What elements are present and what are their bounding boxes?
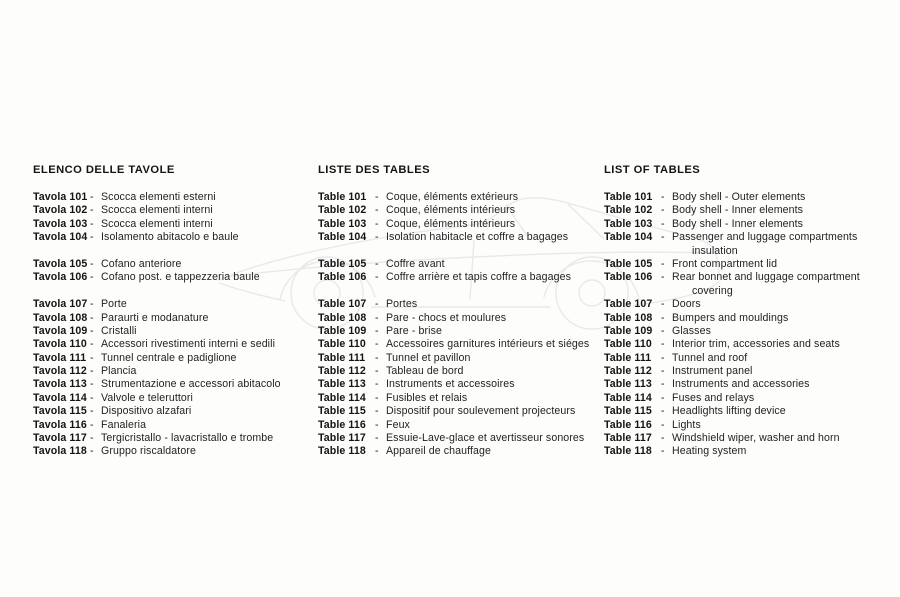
table-index-columns: [0, 164, 900, 464]
separator-dash: -: [661, 204, 665, 217]
separator-dash: -: [375, 378, 379, 391]
table-title: Gruppo riscaldatore: [101, 445, 196, 458]
table-entry: [604, 378, 896, 391]
table-title: Accessoires garnitures intérieurs et siéges: [386, 338, 590, 351]
table-entry: [33, 445, 318, 458]
table-entry: [318, 352, 604, 365]
separator-dash: -: [661, 378, 665, 391]
table-entry: [318, 365, 604, 378]
table-number: Table 101: [318, 191, 367, 203]
separator-dash: -: [375, 217, 379, 230]
table-title: Cofano anteriore: [101, 257, 182, 270]
column-french: [318, 164, 604, 459]
column-header-french: LISTE DES TABLES: [318, 164, 431, 176]
table-title: Doors: [672, 298, 701, 311]
table-title: Glasses: [672, 324, 711, 337]
table-title: Cristalli: [101, 324, 137, 337]
table-entry: [604, 271, 896, 284]
table-number: Table 112: [604, 365, 652, 378]
table-title: Paraurti e modanature: [101, 311, 209, 324]
table-title: Front compartment lid: [672, 257, 778, 270]
table-number: Tavola 109: [33, 324, 88, 337]
separator-dash: -: [375, 311, 379, 324]
table-number: Table 118: [318, 445, 366, 458]
table-number: Table 104: [604, 231, 653, 244]
table-number: Table 104: [318, 231, 367, 244]
table-entry: [33, 204, 318, 217]
table-number: Table 111: [318, 351, 366, 364]
separator-dash: -: [90, 418, 94, 431]
table-title-continuation: [604, 245, 896, 258]
separator-dash: -: [375, 405, 379, 418]
table-number: Table 113: [604, 378, 652, 391]
separator-dash: -: [661, 231, 665, 244]
table-number: Table 108: [318, 311, 367, 324]
table-entry: [318, 445, 604, 458]
table-entry: [604, 191, 896, 204]
table-title: Tunnel et pavillon: [386, 351, 471, 364]
separator-dash: -: [375, 418, 379, 431]
table-entry: [318, 298, 604, 311]
table-title: Coffre avant: [386, 257, 445, 270]
table-number: Table 102: [318, 204, 367, 217]
table-title: Tunnel and roof: [672, 351, 748, 364]
column-english: [604, 164, 896, 459]
table-entry: [604, 204, 896, 217]
separator-dash: -: [90, 217, 94, 230]
table-number: Table 118: [604, 445, 652, 458]
table-title: Body shell - Inner elements: [672, 204, 804, 217]
table-entry: [33, 231, 318, 244]
separator-dash: -: [90, 298, 94, 311]
table-entry: [318, 258, 604, 271]
table-number: Table 107: [604, 298, 653, 311]
table-entry: [604, 445, 896, 458]
separator-dash: -: [661, 257, 665, 270]
column-header-italian: ELENCO DELLE TAVOLE: [33, 164, 175, 176]
table-title: Appareil de chauffage: [386, 445, 491, 458]
table-number: Table 103: [604, 217, 653, 230]
table-number: Tavola 102: [33, 204, 88, 217]
table-entry: [33, 365, 318, 378]
table-number: Tavola 103: [33, 217, 88, 230]
table-number: Table 116: [318, 418, 366, 431]
separator-dash: -: [375, 271, 379, 284]
table-number: Table 106: [604, 271, 653, 284]
separator-dash: -: [661, 432, 665, 445]
separator-dash: -: [90, 445, 94, 458]
separator-dash: -: [375, 391, 379, 404]
table-entry: [604, 231, 896, 244]
table-number: Tavola 110: [33, 338, 87, 351]
separator-dash: -: [661, 298, 665, 311]
table-title: Body shell - Inner elements: [672, 217, 804, 230]
table-title: Fusibles et relais: [386, 391, 468, 404]
table-number: Tavola 111: [33, 351, 87, 364]
separator-dash: -: [375, 324, 379, 337]
table-number: Tavola 106: [33, 271, 88, 284]
table-title: Passenger and luggage compartments: [672, 231, 858, 244]
separator-dash: -: [375, 432, 379, 445]
table-entry: [318, 218, 604, 231]
separator-dash: -: [90, 351, 94, 364]
separator-dash: -: [375, 445, 379, 458]
table-number: Tavola 118: [33, 445, 87, 458]
separator-dash: -: [661, 311, 665, 324]
table-title: Isolation habitacle et coffre a bagages: [386, 231, 569, 244]
table-title: Scocca elementi interni: [101, 217, 213, 230]
separator-dash: -: [90, 257, 94, 270]
table-number: Table 107: [318, 298, 367, 311]
table-number: Tavola 105: [33, 257, 88, 270]
table-entry: [318, 312, 604, 325]
separator-dash: -: [90, 324, 94, 337]
table-list-french: [318, 191, 604, 459]
table-entry: [33, 352, 318, 365]
table-title: Valvole e teleruttori: [101, 391, 193, 404]
table-entry: [33, 419, 318, 432]
table-title: Tableau de bord: [386, 365, 464, 378]
table-title: Coque, éléments intérieurs: [386, 204, 516, 217]
table-title: Scocca elementi interni: [101, 204, 213, 217]
table-entry: [604, 325, 896, 338]
separator-dash: -: [90, 311, 94, 324]
table-entry: [33, 432, 318, 445]
separator-dash: -: [90, 405, 94, 418]
separator-dash: -: [375, 338, 379, 351]
table-entry: [318, 338, 604, 351]
table-title: Tergicristallo - lavacristallo e trombe: [101, 432, 274, 445]
separator-dash: -: [661, 418, 665, 431]
separator-dash: -: [90, 271, 94, 284]
separator-dash: -: [661, 191, 665, 203]
table-number: Table 117: [318, 432, 366, 445]
table-title: Porte: [101, 298, 127, 311]
table-title: Isolamento abitacolo e baule: [101, 231, 239, 244]
table-number: Tavola 104: [33, 231, 88, 244]
separator-dash: -: [375, 191, 379, 203]
table-entry: [318, 231, 604, 244]
table-entry: [318, 191, 604, 204]
separator-dash: -: [90, 365, 94, 378]
table-number: Table 109: [318, 324, 367, 337]
table-title: Pare - chocs et moulures: [386, 311, 507, 324]
table-title: insulation: [692, 244, 738, 257]
table-number: Table 101: [604, 191, 653, 203]
separator-dash: -: [375, 257, 379, 270]
table-number: Tavola 101: [33, 191, 88, 203]
table-number: Tavola 107: [33, 298, 88, 311]
table-title: Portes: [386, 298, 418, 311]
table-number: Table 114: [318, 391, 366, 404]
table-title: Pare - brise: [386, 324, 442, 337]
table-title: Feux: [386, 418, 410, 431]
separator-dash: -: [661, 324, 665, 337]
table-entry: [604, 298, 896, 311]
table-title: Windshield wiper, washer and horn: [672, 432, 840, 445]
table-entry: [604, 312, 896, 325]
table-title: Dispositif pour soulevement projecteurs: [386, 405, 576, 418]
separator-dash: -: [90, 231, 94, 244]
separator-dash: -: [90, 378, 94, 391]
table-list-italian: [33, 191, 318, 459]
separator-dash: -: [375, 365, 379, 378]
table-entry: [604, 258, 896, 271]
table-number: Tavola 113: [33, 378, 87, 391]
table-entry: [604, 432, 896, 445]
table-number: Table 111: [604, 351, 652, 364]
table-number: Tavola 112: [33, 365, 87, 378]
table-title: Bumpers and mouldings: [672, 311, 789, 324]
table-number: Table 117: [604, 432, 652, 445]
table-number: Tavola 116: [33, 418, 87, 431]
table-entry: [318, 271, 604, 284]
separator-dash: -: [661, 391, 665, 404]
table-title: Instruments and accessories: [672, 378, 810, 391]
table-entry: [318, 204, 604, 217]
table-title: Tunnel centrale e padiglione: [101, 351, 237, 364]
separator-dash: -: [661, 445, 665, 458]
separator-dash: -: [90, 204, 94, 217]
table-number: Table 105: [604, 257, 653, 270]
table-number: Table 110: [318, 338, 366, 351]
table-title: Instrument panel: [672, 365, 753, 378]
separator-dash: -: [375, 231, 379, 244]
separator-dash: -: [375, 298, 379, 311]
table-entry: [604, 419, 896, 432]
table-number: Table 110: [604, 338, 652, 351]
table-title: Rear bonnet and luggage compartment: [672, 271, 860, 284]
table-title: Plancia: [101, 365, 137, 378]
table-entry: [33, 325, 318, 338]
table-number: Table 115: [604, 405, 652, 418]
table-entry: [604, 218, 896, 231]
table-title: Fanaleria: [101, 418, 147, 431]
separator-dash: -: [661, 405, 665, 418]
table-title: Coque, éléments intérieurs: [386, 217, 516, 230]
table-entry: [33, 218, 318, 231]
table-title: Essuie-Lave-glace et avertisseur sonores: [386, 432, 585, 445]
separator-dash: -: [375, 351, 379, 364]
table-title: Scocca elementi esterni: [101, 191, 216, 203]
table-number: Table 116: [604, 418, 652, 431]
table-title: Interior trim, accessories and seats: [672, 338, 840, 351]
table-title: Fuses and relays: [672, 391, 755, 404]
column-italian: [33, 164, 318, 459]
table-number: Table 102: [604, 204, 653, 217]
table-entry: [33, 298, 318, 311]
separator-dash: -: [90, 391, 94, 404]
table-number: Tavola 114: [33, 391, 87, 404]
separator-dash: -: [90, 338, 94, 351]
table-number: Table 103: [318, 217, 367, 230]
table-title: Coffre arrière et tapis coffre a bagages: [386, 271, 571, 284]
table-entry: [318, 419, 604, 432]
table-title: Accessori rivestimenti interni e sedili: [101, 338, 276, 351]
table-number: Table 105: [318, 257, 367, 270]
table-entry: [604, 352, 896, 365]
table-title: Lights: [672, 418, 701, 431]
table-title: Strumentazione e accessori abitacolo: [101, 378, 281, 391]
table-number: Table 106: [318, 271, 367, 284]
table-title: Dispositivo alzafari: [101, 405, 192, 418]
table-number: Table 108: [604, 311, 653, 324]
separator-dash: -: [90, 191, 94, 203]
table-number: Tavola 108: [33, 311, 88, 324]
table-number: Tavola 117: [33, 432, 87, 445]
table-entry: [33, 378, 318, 391]
table-entry: [604, 392, 896, 405]
table-entry: [318, 392, 604, 405]
separator-dash: -: [661, 351, 665, 364]
table-title: Cofano post. e tappezzeria baule: [101, 271, 260, 284]
table-entry: [318, 378, 604, 391]
table-title: Headlights lifting device: [672, 405, 786, 418]
table-number: Table 112: [318, 365, 366, 378]
table-number: Table 115: [318, 405, 366, 418]
table-entry: [318, 325, 604, 338]
table-list-english: [604, 191, 896, 459]
table-number: Table 114: [604, 391, 652, 404]
table-number: Table 109: [604, 324, 653, 337]
separator-dash: -: [661, 338, 665, 351]
table-entry: [318, 432, 604, 445]
separator-dash: -: [661, 365, 665, 378]
table-title: covering: [692, 284, 733, 297]
table-title: Instruments et accessoires: [386, 378, 515, 391]
separator-dash: -: [90, 432, 94, 445]
table-entry: [33, 271, 318, 284]
table-entry: [318, 405, 604, 418]
table-entry: [33, 392, 318, 405]
table-title: Heating system: [672, 445, 747, 458]
table-entry: [33, 191, 318, 204]
separator-dash: -: [375, 204, 379, 217]
table-entry: [604, 338, 896, 351]
separator-dash: -: [661, 217, 665, 230]
table-title: Body shell - Outer elements: [672, 191, 806, 203]
table-entry: [33, 312, 318, 325]
column-header-english: LIST OF TABLES: [604, 164, 701, 176]
table-number: Tavola 115: [33, 405, 87, 418]
table-entry: [604, 365, 896, 378]
table-entry: [33, 258, 318, 271]
separator-dash: -: [661, 271, 665, 284]
table-number: Table 113: [318, 378, 366, 391]
table-title-continuation: [604, 285, 896, 298]
table-entry: [604, 405, 896, 418]
table-title: Coque, éléments extérieurs: [386, 191, 519, 203]
table-entry: [33, 338, 318, 351]
table-entry: [33, 405, 318, 418]
